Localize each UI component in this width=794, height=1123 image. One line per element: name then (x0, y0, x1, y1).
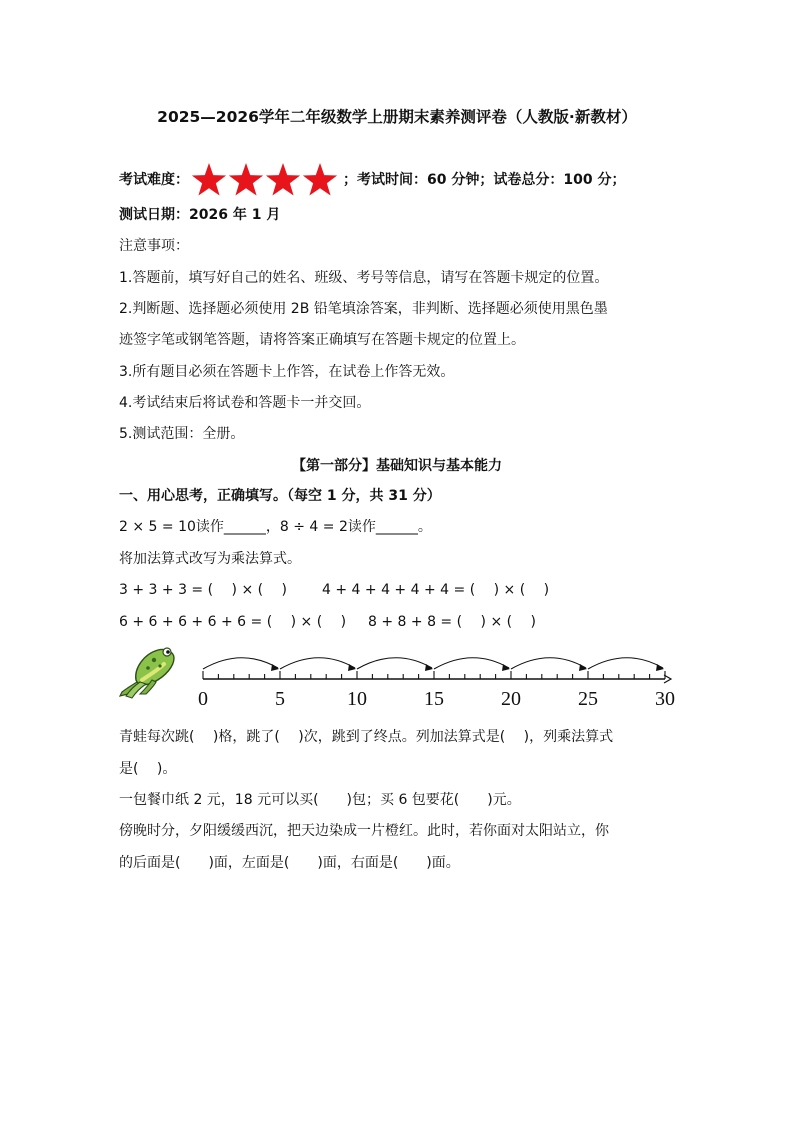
question-2a: 3 + 3 + 3 = ( ) × ( ) (119, 582, 287, 598)
difficulty-stars (191, 162, 341, 198)
note-item: 4.考试结束后将试卷和答题卡一并交回。 (119, 395, 371, 411)
number-line-label: 20 (501, 688, 521, 710)
number-line (190, 652, 680, 716)
frog-question-line-2: 是( )。 (119, 761, 177, 777)
frog-question-line-1: 青蛙每次跳( )格，跳了( )次，跳到了终点。列加法算式是( )，列乘法算式 (119, 729, 614, 745)
difficulty-star-icon (303, 163, 337, 196)
difficulty-star-icon (192, 163, 226, 196)
time-and-score: ；考试时间：60 分钟；试卷总分：100 分； (343, 172, 626, 188)
jump-arc (280, 658, 355, 669)
question-2d: 8 + 8 + 8 = ( ) × ( ) (368, 614, 536, 630)
difficulty-label: 考试难度： (119, 172, 189, 188)
number-line-label: 0 (198, 688, 208, 710)
note-item: 5.测试范围：全册。 (119, 426, 245, 442)
note-item: 3.所有题目必须在答题卡上作答，在试卷上作答无效。 (119, 364, 455, 380)
question-2c: 6 + 6 + 6 + 6 + 6 = ( ) × ( ) (119, 614, 347, 630)
jump-arc (357, 658, 432, 669)
jump-arc (434, 658, 509, 669)
frog-illustration (118, 640, 178, 704)
test-date: 测试日期：2026 年 1 月 (119, 207, 281, 223)
question-2b: 4 + 4 + 4 + 4 + 4 = ( ) × ( ) (322, 582, 550, 598)
note-item: 1.答题前，填写好自己的姓名、班级、考号等信息，请写在答题卡规定的位置。 (119, 270, 609, 286)
question-5-line-2: 的后面是( )面，左面是( )面，右面是( )面。 (119, 855, 460, 871)
notes-heading: 注意事项： (119, 238, 189, 254)
note-item: 2.判断题、选择题必须使用 2B 铅笔填涂答案，非判断、选择题必须使用黑色墨 (119, 301, 608, 317)
question-2-intro: 将加法算式改写为乘法算式。 (119, 551, 301, 567)
exam-info-row (119, 162, 625, 198)
jump-arc (203, 658, 278, 669)
part-title: 【第一部分】基础知识与基本能力 (292, 458, 502, 474)
number-line-label: 15 (424, 688, 444, 710)
question-5-line-1: 傍晚时分，夕阳缓缓西沉，把天边染成一片橙红。此时，若你面对太阳站立，你 (119, 823, 609, 839)
difficulty-star-icon (229, 163, 263, 196)
jump-arc (588, 658, 663, 669)
exam-title: 2025—2026学年二年级数学上册期末素养测评卷（人教版·新教材） (157, 108, 637, 126)
number-line-label: 25 (578, 688, 598, 710)
note-item: 迹签字笔或钢笔答题，请将答案正确填写在答题卡规定的位置上。 (119, 332, 525, 348)
number-line-label: 10 (347, 688, 367, 710)
question-1: 2 × 5 = 10读作______，8 ÷ 4 = 2读作______。 (119, 519, 432, 535)
jump-arc (511, 658, 586, 669)
section-heading: 一、用心思考，正确填写。（每空 1 分，共 31 分） (119, 488, 441, 504)
difficulty-star-icon (266, 163, 300, 196)
question-4: 一包餐巾纸 2 元，18 元可以买( )包；买 6 包要花( )元。 (119, 792, 521, 808)
number-line-label: 30 (655, 688, 675, 710)
number-line-label: 5 (275, 688, 285, 710)
